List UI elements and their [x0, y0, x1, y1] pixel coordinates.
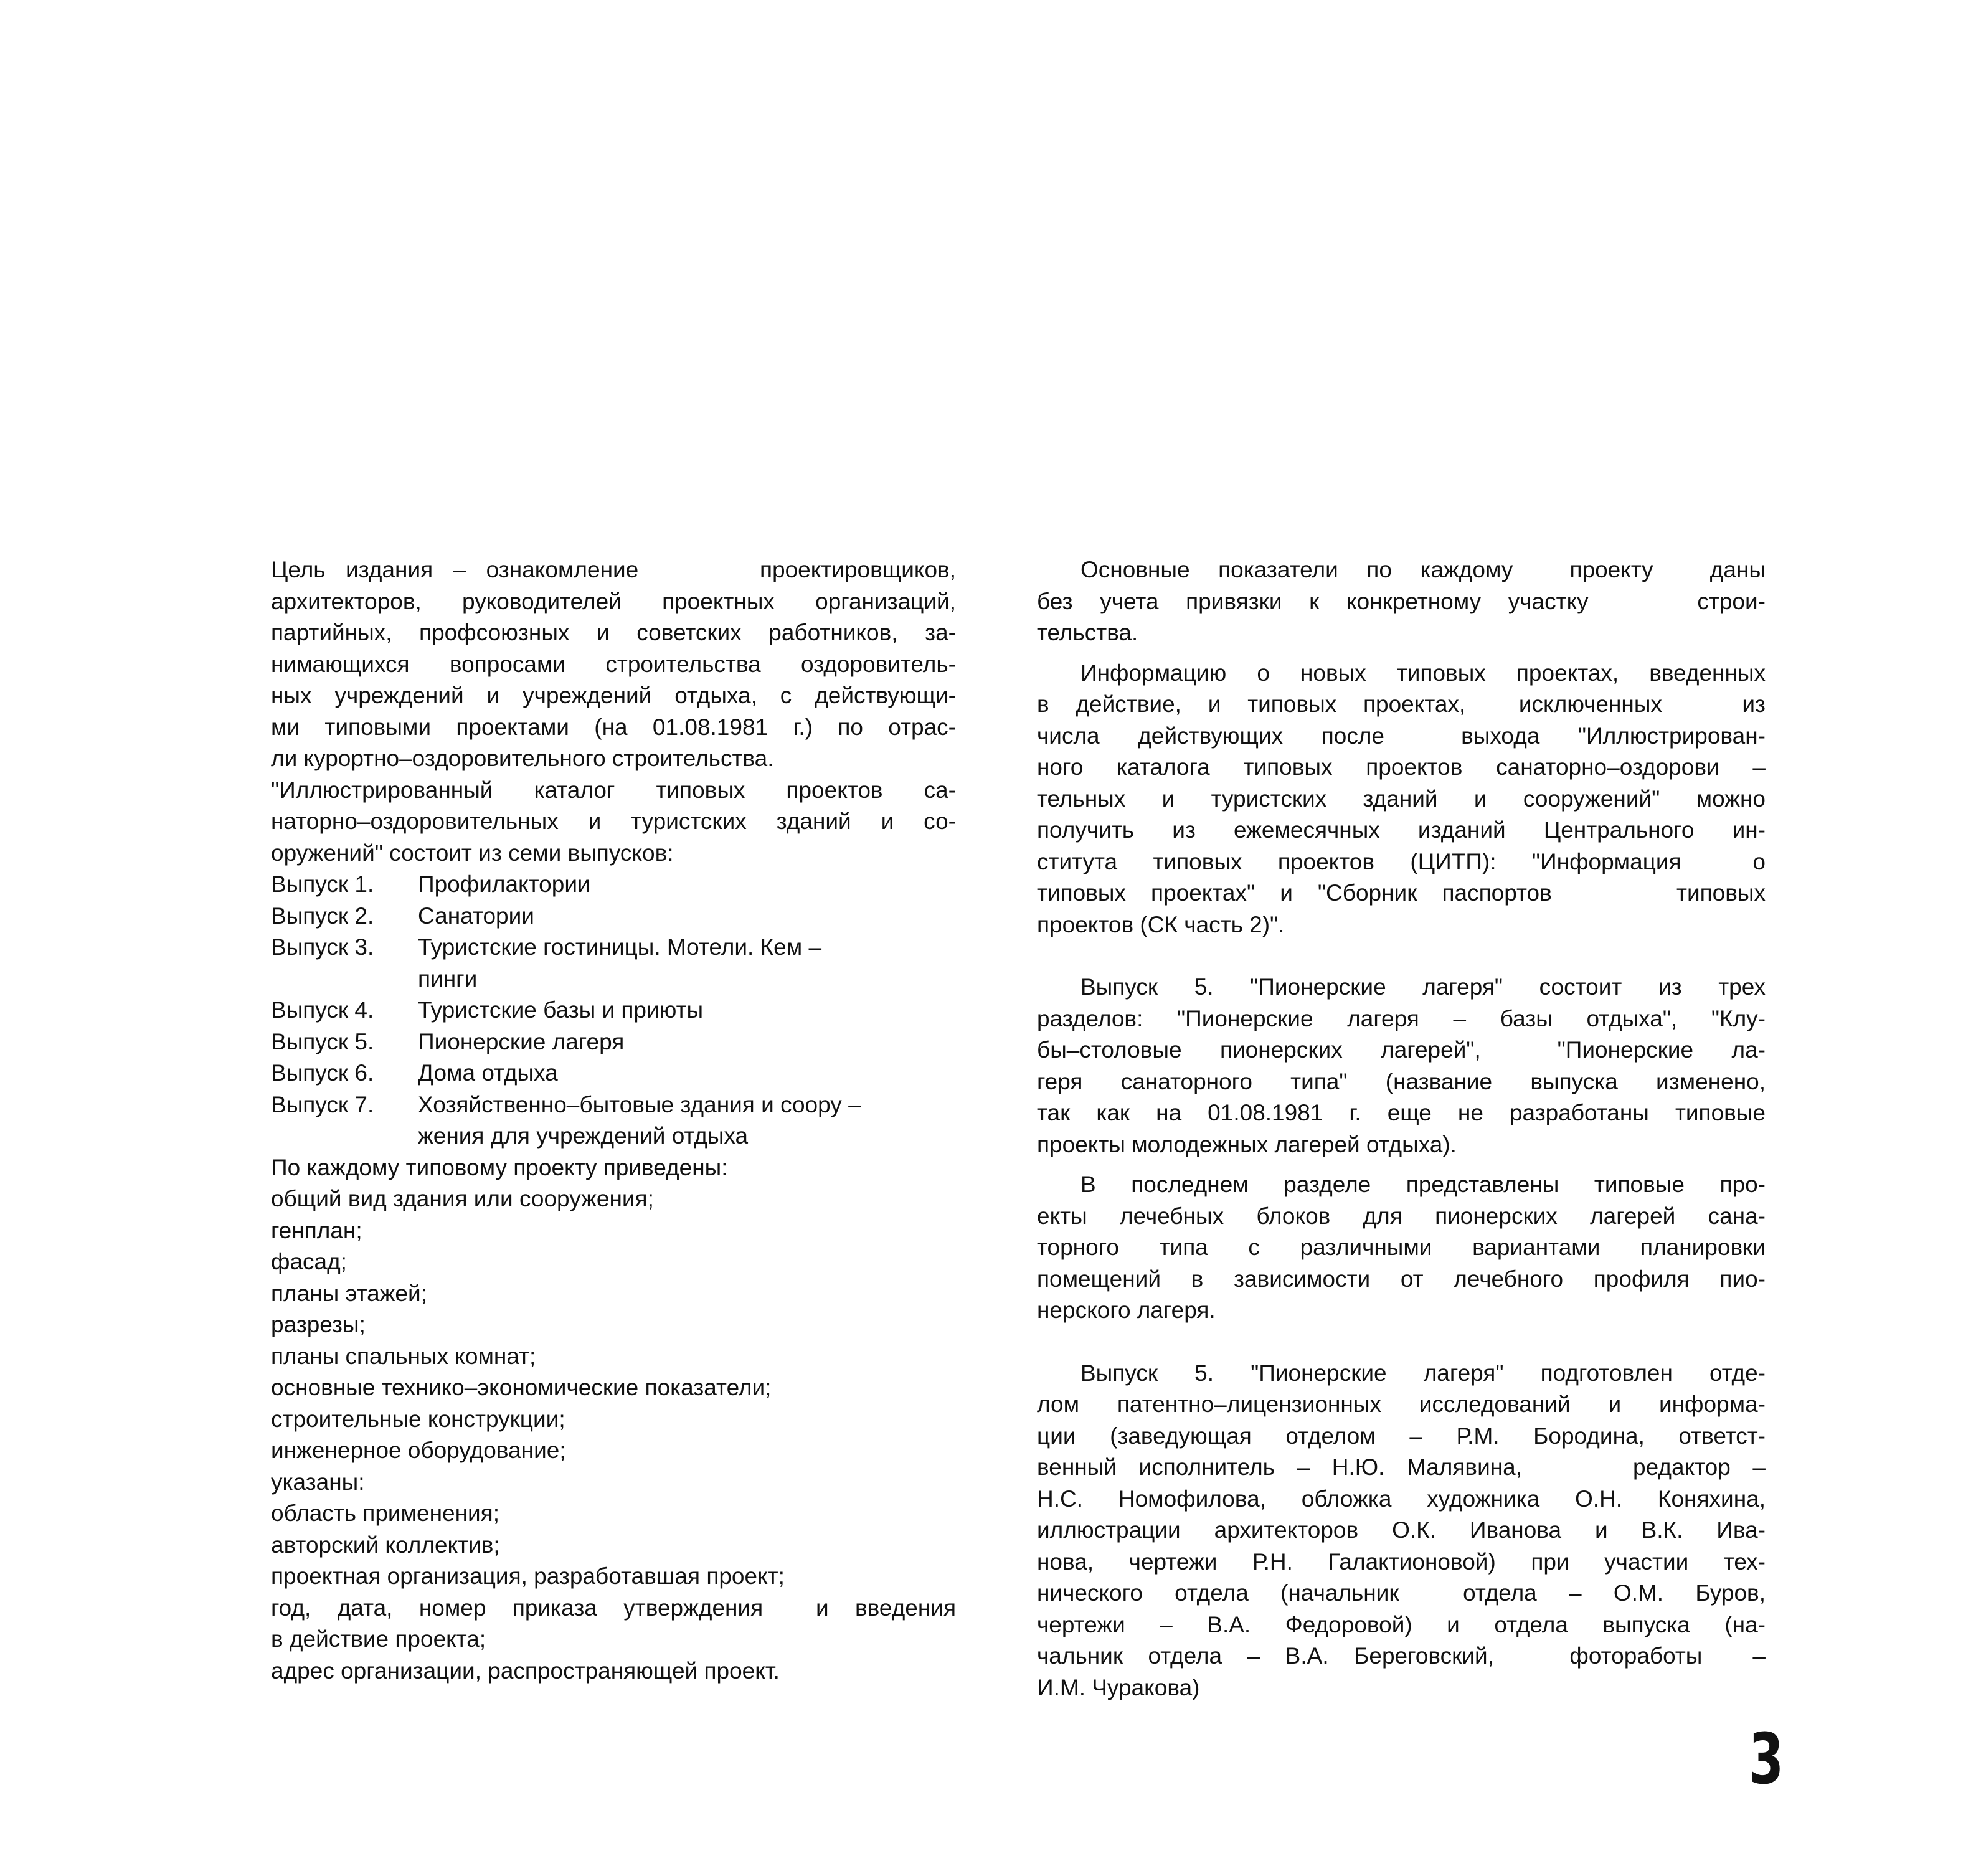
issue-item: [271, 964, 956, 995]
last-section-paragraph: [1037, 1169, 1766, 1327]
indicators-paragraph: [1037, 554, 1766, 586]
credits-paragraph: [1037, 1358, 1766, 1704]
issue-item: [271, 869, 956, 901]
spacer: [1037, 1327, 1766, 1358]
issue-title: Туристские гостиницы. Мотели. Кем –: [418, 934, 822, 960]
issue-item: [271, 1120, 956, 1152]
text-line: нимающихся вопросами строительства оздоровитель-: [271, 651, 956, 677]
text-line: получить из ежемесячных изданий Центрального ин-: [1037, 817, 1766, 843]
intro-paragraph: [271, 554, 956, 775]
text-line: разделов: "Пионерские лагеря – базы отдыха", "Клу-: [1037, 1005, 1766, 1031]
text-line: В последнем разделе представлены типовые про-: [1080, 1172, 1766, 1197]
issue5-paragraph: [1037, 972, 1766, 1160]
list-item: указаны:: [271, 1469, 365, 1495]
text-line: Выпуск 5. "Пионерские лагеря" состоит из трех: [1080, 974, 1766, 1000]
list-item: адрес организации, распространяющей проект.: [271, 1657, 780, 1684]
text-line: ции (заведующая отделом – Р.М. Бородина, ответст-: [1037, 1423, 1766, 1449]
issue-item: [271, 932, 956, 964]
text-line: венный исполнитель – Н.Ю. Малявина, редактор –: [1037, 1454, 1766, 1480]
issue-item: [271, 1026, 956, 1058]
text-line: Цель издания – ознакомление проектировщиков,: [271, 557, 956, 582]
text-line: архитекторов, руководителей проектных организаций,: [271, 588, 956, 614]
list-item: планы спальных комнат;: [271, 1343, 536, 1369]
text-line: помещений в зависимости от лечебного профиля пио-: [1037, 1266, 1766, 1292]
issue-title: Пионерские лагеря: [418, 1028, 625, 1054]
list-item: год, дата, номер приказа утверждения и введения: [271, 1594, 956, 1621]
text-line: ного каталога типовых проектов санаторно–оздорови –: [1037, 754, 1766, 780]
text-line: проекты молодежных лагерей отдыха).: [1037, 1131, 1457, 1157]
text-line: "Иллюстрированный каталог типовых проектов са-: [271, 777, 956, 803]
text-line: ститута типовых проектов (ЦИТП): "Информация о: [1037, 848, 1766, 874]
issue-label: Выпуск 5.: [271, 1028, 374, 1054]
text-line: числа действующих после выхода "Иллюстрирован-: [1037, 722, 1766, 749]
issue-item: [271, 1058, 956, 1089]
list-item: генплан;: [271, 1217, 362, 1243]
list-item: фасад;: [271, 1249, 347, 1274]
text-line: в действие, и типовых проектах, исключенных из: [1037, 691, 1766, 717]
text-line: иллюстрации архитекторов О.К. Иванова и В.К. Ива-: [1037, 1517, 1766, 1543]
page-number: 3: [1749, 1719, 1784, 1800]
issue-label: Выпуск 4.: [271, 997, 374, 1023]
text-line: Н.С. Номофилова, обложка художника О.Н. Коняхина,: [1037, 1485, 1766, 1512]
list-item: строительные конструкции;: [271, 1406, 565, 1432]
list-item: разрезы;: [271, 1312, 366, 1337]
text-line: бы–столовые пионерских лагерей", "Пионерские ла-: [1037, 1037, 1766, 1063]
issue-label: [271, 964, 418, 995]
spacer: [1037, 1160, 1766, 1169]
list-item: авторский коллектив;: [271, 1532, 500, 1558]
indicators-paragraph-cont: [1037, 586, 1766, 649]
issue-item: [271, 901, 956, 932]
text-line: нерского лагеря.: [1037, 1297, 1216, 1323]
list-item: общий вид здания или сооружения;: [271, 1186, 654, 1211]
text-line: чертежи – В.А. Федоровой) и отдела выпуска (на-: [1037, 1611, 1766, 1637]
text-line: нического отдела (начальник отдела – О.М. Буров,: [1037, 1580, 1766, 1606]
text-line: партийных, профсоюзных и советских работников, за-: [271, 620, 956, 645]
left-column: [271, 554, 956, 1687]
text-line: оружений" состоит из семи выпусков:: [271, 840, 674, 866]
list-item: проектная организация, разработавшая проект;: [271, 1563, 785, 1589]
text-line: так как на 01.08.1981 г. еще не разработаны типовые: [1037, 1100, 1766, 1125]
spacer: [1037, 649, 1766, 658]
issue-title: Хозяйственно–бытовые здания и соору –: [418, 1091, 861, 1117]
issue-item: [271, 1089, 956, 1121]
list-item: инженерное оборудование;: [271, 1438, 566, 1463]
catalog-paragraph: [271, 775, 956, 869]
issue-item: [271, 995, 956, 1026]
text-line: И.М. Чуракова): [1037, 1674, 1200, 1700]
issue-label: Выпуск 1.: [271, 871, 374, 897]
text-line: Информацию о новых типовых проектах, введенных: [1080, 660, 1766, 686]
text-line: Основные показатели по каждому проекту даны: [1080, 557, 1766, 582]
issue-title: Санатории: [418, 902, 534, 929]
text-line: екты лечебных блоков для пионерских лагерей сана-: [1037, 1203, 1766, 1229]
text-line: чальник отдела – В.А. Береговский, фотоработы –: [1037, 1643, 1766, 1669]
text-line: тельных и туристских зданий и сооружений" можно: [1037, 785, 1766, 812]
list-item: планы этажей;: [271, 1280, 427, 1306]
text-line: ли курортно–оздоровительного строительства.: [271, 746, 774, 771]
contents-list: [271, 1152, 956, 1687]
list-item: основные технико–экономические показатели;: [271, 1375, 772, 1400]
issue-label: [271, 1120, 418, 1152]
issue-title: Туристские базы и приюты: [418, 997, 704, 1023]
text-line: нова, чертежи Р.Н. Галактионовой) при участии тех-: [1037, 1548, 1766, 1575]
issue-label: Выпуск 3.: [271, 934, 374, 960]
issue-title: Профилактории: [418, 871, 590, 897]
list-item: По каждому типовому проекту приведены:: [271, 1154, 728, 1180]
text-line: тельства.: [1037, 620, 1138, 645]
text-line: лом патентно–лицензионных исследований и информа-: [1037, 1391, 1766, 1417]
text-line: без учета привязки к конкретному участку строи-: [1037, 588, 1766, 614]
text-line: ных учреждений и учреждений отдыха, с действующи-: [271, 683, 956, 708]
issue-title: жения для учреждений отдыха: [418, 1123, 749, 1149]
text-line: геря санаторного типа" (название выпуска изменено,: [1037, 1068, 1766, 1094]
list-item: в действие проекта;: [271, 1626, 486, 1652]
right-column: [1037, 554, 1766, 1703]
issue-label: Выпуск 6.: [271, 1060, 374, 1086]
issue-label: Выпуск 7.: [271, 1091, 374, 1117]
text-line: наторно–оздоровительных и туристских зданий и со-: [271, 808, 956, 834]
spacer: [1037, 940, 1766, 972]
issues-list: [271, 869, 956, 1152]
text-line: типовых проектах" и "Сборник паспортов типовых: [1037, 880, 1766, 906]
text-line: проектов (СК часть 2)".: [1037, 911, 1285, 937]
text-line: ми типовыми проектами (на 01.08.1981 г.) по отрас-: [271, 714, 956, 740]
issue-title: Дома отдыха: [418, 1060, 558, 1086]
information-paragraph: [1037, 658, 1766, 941]
issue-title: пинги: [418, 965, 478, 992]
issue-label: Выпуск 2.: [271, 902, 374, 929]
list-item: область применения;: [271, 1500, 500, 1526]
text-line: торного типа с различными вариантами планировки: [1037, 1234, 1766, 1260]
text-line: Выпуск 5. "Пионерские лагеря" подготовлен отде-: [1080, 1360, 1766, 1386]
